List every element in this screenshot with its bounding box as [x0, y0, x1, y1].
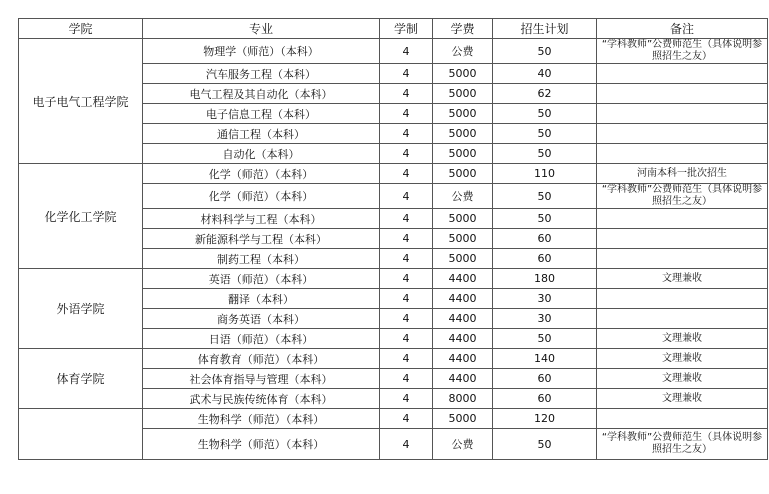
fee-cell: 4400 [433, 329, 493, 349]
fee-cell: 公费 [433, 39, 493, 64]
note-cell: 文理兼收 [597, 269, 768, 289]
note-cell [597, 144, 768, 164]
fee-cell: 5000 [433, 124, 493, 144]
years-cell: 4 [380, 289, 433, 309]
fee-cell: 4400 [433, 349, 493, 369]
major-cell: 电气工程及其自动化（本科） [143, 84, 380, 104]
years-cell: 4 [380, 269, 433, 289]
plan-cell: 50 [493, 144, 597, 164]
plan-cell: 110 [493, 164, 597, 184]
years-cell: 4 [380, 124, 433, 144]
header-note: 备注 [597, 19, 768, 39]
major-cell: 生物科学（师范）（本科） [143, 429, 380, 460]
note-cell: 文理兼收 [597, 329, 768, 349]
fee-cell: 4400 [433, 269, 493, 289]
years-cell: 4 [380, 349, 433, 369]
college-cell [19, 409, 143, 460]
years-cell: 4 [380, 329, 433, 349]
years-cell: 4 [380, 409, 433, 429]
header-fee: 学费 [433, 19, 493, 39]
plan-cell: 50 [493, 329, 597, 349]
plan-cell: 62 [493, 84, 597, 104]
fee-cell: 8000 [433, 389, 493, 409]
major-cell: 电子信息工程（本科） [143, 104, 380, 124]
fee-cell: 5000 [433, 229, 493, 249]
years-cell: 4 [380, 184, 433, 209]
note-cell: 文理兼收 [597, 369, 768, 389]
major-cell: 日语（师范）（本科） [143, 329, 380, 349]
note-cell [597, 229, 768, 249]
note-cell: “学科教师”公费师范生（具体说明参照招生之友） [597, 184, 768, 209]
plan-cell: 60 [493, 249, 597, 269]
college-cell: 化学化工学院 [19, 164, 143, 269]
major-cell: 英语（师范）（本科） [143, 269, 380, 289]
years-cell: 4 [380, 369, 433, 389]
college-cell: 电子电气工程学院 [19, 39, 143, 164]
major-cell: 通信工程（本科） [143, 124, 380, 144]
note-cell [597, 104, 768, 124]
major-cell: 自动化（本科） [143, 144, 380, 164]
years-cell: 4 [380, 209, 433, 229]
years-cell: 4 [380, 389, 433, 409]
plan-cell: 30 [493, 289, 597, 309]
plan-cell: 180 [493, 269, 597, 289]
plan-cell: 40 [493, 64, 597, 84]
major-cell: 新能源科学与工程（本科） [143, 229, 380, 249]
major-cell: 翻译（本科） [143, 289, 380, 309]
plan-cell: 50 [493, 209, 597, 229]
fee-cell: 5000 [433, 249, 493, 269]
note-cell [597, 209, 768, 229]
fee-cell: 5000 [433, 64, 493, 84]
fee-cell: 公费 [433, 429, 493, 460]
years-cell: 4 [380, 429, 433, 460]
plan-cell: 30 [493, 309, 597, 329]
years-cell: 4 [380, 309, 433, 329]
fee-cell: 5000 [433, 164, 493, 184]
table-row [19, 409, 768, 429]
note-cell: 河南本科一批次招生 [597, 164, 768, 184]
note-cell: “学科教师”公费师范生（具体说明参照招生之友） [597, 429, 768, 460]
major-cell: 化学（师范）（本科） [143, 164, 380, 184]
table-body [19, 39, 768, 460]
note-cell: 文理兼收 [597, 389, 768, 409]
note-cell: “学科教师”公费师范生（具体说明参照招生之友） [597, 39, 768, 64]
fee-cell: 4400 [433, 289, 493, 309]
major-cell: 生物科学（师范）（本科） [143, 409, 380, 429]
plan-cell: 50 [493, 184, 597, 209]
fee-cell: 5000 [433, 209, 493, 229]
years-cell: 4 [380, 229, 433, 249]
years-cell: 4 [380, 84, 433, 104]
table-row [19, 349, 768, 369]
plan-cell: 60 [493, 369, 597, 389]
fee-cell: 5000 [433, 84, 493, 104]
years-cell: 4 [380, 104, 433, 124]
fee-cell: 公费 [433, 184, 493, 209]
note-cell [597, 64, 768, 84]
table-row [19, 164, 768, 184]
note-cell [597, 309, 768, 329]
plan-cell: 60 [493, 389, 597, 409]
plan-cell: 60 [493, 229, 597, 249]
note-cell: 文理兼收 [597, 349, 768, 369]
fee-cell: 5000 [433, 104, 493, 124]
table-row [19, 269, 768, 289]
years-cell: 4 [380, 144, 433, 164]
admission-plan-table [18, 18, 768, 460]
fee-cell: 4400 [433, 369, 493, 389]
major-cell: 社会体育指导与管理（本科） [143, 369, 380, 389]
major-cell: 物理学（师范）（本科） [143, 39, 380, 64]
major-cell: 材料科学与工程（本科） [143, 209, 380, 229]
plan-cell: 50 [493, 429, 597, 460]
plan-cell: 50 [493, 124, 597, 144]
major-cell: 武术与民族传统体育（本科） [143, 389, 380, 409]
header-major: 专业 [143, 19, 380, 39]
plan-cell: 120 [493, 409, 597, 429]
header-plan: 招生计划 [493, 19, 597, 39]
fee-cell: 5000 [433, 144, 493, 164]
note-cell [597, 409, 768, 429]
college-cell: 外语学院 [19, 269, 143, 349]
major-cell: 汽车服务工程（本科） [143, 64, 380, 84]
plan-cell: 50 [493, 104, 597, 124]
note-cell [597, 249, 768, 269]
major-cell: 化学（师范）（本科） [143, 184, 380, 209]
major-cell: 体育教育（师范）（本科） [143, 349, 380, 369]
fee-cell: 5000 [433, 409, 493, 429]
note-cell [597, 124, 768, 144]
note-cell [597, 84, 768, 104]
header-college: 学院 [19, 19, 143, 39]
major-cell: 商务英语（本科） [143, 309, 380, 329]
college-cell: 体育学院 [19, 349, 143, 409]
years-cell: 4 [380, 249, 433, 269]
major-cell: 制药工程（本科） [143, 249, 380, 269]
years-cell: 4 [380, 64, 433, 84]
header-years: 学制 [380, 19, 433, 39]
header-row [19, 19, 768, 39]
table-row [19, 39, 768, 64]
plan-cell: 140 [493, 349, 597, 369]
years-cell: 4 [380, 164, 433, 184]
fee-cell: 4400 [433, 309, 493, 329]
note-cell [597, 289, 768, 309]
plan-cell: 50 [493, 39, 597, 64]
years-cell: 4 [380, 39, 433, 64]
